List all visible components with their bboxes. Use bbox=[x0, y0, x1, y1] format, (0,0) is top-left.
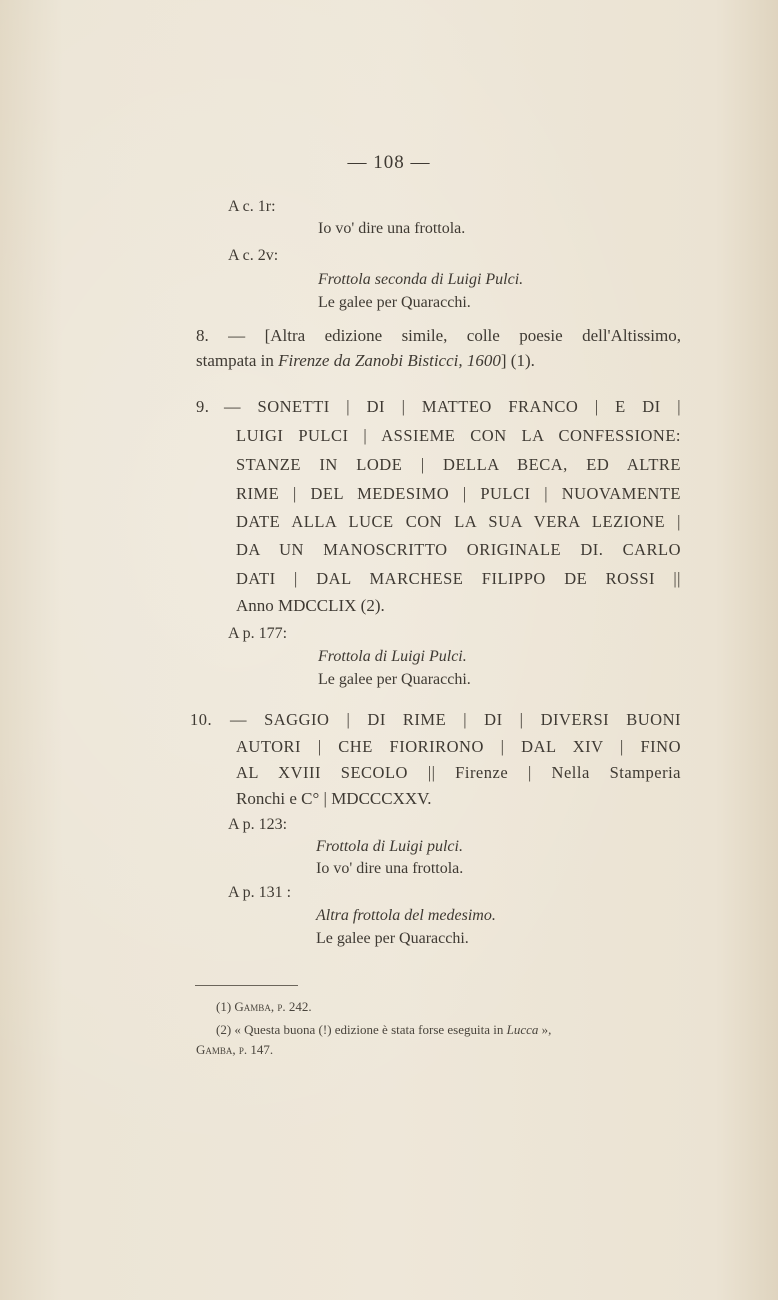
page-number: — 108 — bbox=[347, 152, 431, 173]
footnote-separator bbox=[195, 985, 298, 986]
entry-9-title-line: STANZE IN LODE | DELLA BECA, ED ALTRE bbox=[236, 455, 681, 474]
incipit-line: Io vo' dire una frottola. bbox=[316, 860, 464, 877]
footnote-place-italic: Lucca bbox=[506, 1022, 539, 1037]
entry-9-title-line: — SONETTI | DI | MATTEO FRANCO | E DI | bbox=[224, 397, 681, 416]
entry-9-title-line: DATE ALLA LUCE CON LA SUA VERA LEZIONE | bbox=[236, 512, 681, 531]
location-ref: A c. 1r: bbox=[228, 198, 276, 215]
entry-number: 9. bbox=[196, 397, 210, 416]
entry-9-title-line: LUIGI PULCI | ASSIEME CON LA CONFESSIONE: bbox=[236, 426, 681, 445]
title-line-italic: Frottola seconda di Luigi Pulci. bbox=[318, 271, 524, 288]
entry-10-title-line: — SAGGIO | DI RIME | DI | DIVERSI BUONI bbox=[230, 710, 681, 729]
footnote-marker: (1) bbox=[216, 999, 232, 1014]
incipit-line: Le galee per Quaracchi. bbox=[316, 930, 469, 947]
entry-10-imprint: Ronchi e C° | MDCCCXXV. bbox=[236, 789, 432, 808]
incipit-line: Io vo' dire una frottola. bbox=[318, 220, 466, 237]
title-line-italic: Frottola di Luigi Pulci. bbox=[318, 648, 467, 665]
entry-9-year: Anno MDCCLIX (2). bbox=[236, 596, 385, 615]
entry-8-prefix: stampata in bbox=[196, 351, 279, 370]
entry-10-title-line: AUTORI | CHE FIORIRONO | DAL XIV | FINO bbox=[236, 737, 681, 756]
footnote-text: « Questa buona (!) edizione è stata forse eseguita in bbox=[234, 1022, 507, 1037]
location-ref: A c. 2v: bbox=[228, 247, 279, 264]
incipit-line: Le galee per Quaracchi. bbox=[318, 671, 471, 688]
footnote-2-continuation: Gamba, p. 147. bbox=[196, 1042, 274, 1057]
entry-8-line-2 bbox=[196, 351, 535, 371]
entry-10-title-line: AL XVIII SECOLO || Firenze | Nella Stamperia bbox=[236, 763, 681, 782]
entry-number: 10. bbox=[190, 710, 213, 729]
entry-8-line-1: 8. — [Altra edizione simile, colle poesie dell'Altissimo, bbox=[196, 326, 681, 345]
footnote-2 bbox=[216, 1022, 681, 1038]
title-line-italic: Frottola di Luigi pulci. bbox=[316, 838, 463, 855]
footnote-text-end: », bbox=[538, 1022, 552, 1037]
incipit-line: Le galee per Quaracchi. bbox=[318, 294, 471, 311]
title-line-italic: Altra frottola del medesimo. bbox=[316, 907, 496, 924]
entry-9-title-line: DA UN MANOSCRITTO ORIGINALE DI. CARLO bbox=[236, 540, 681, 559]
footnote-marker: (2) bbox=[216, 1022, 232, 1037]
location-ref: A p. 177: bbox=[228, 625, 288, 642]
location-ref: A p. 123: bbox=[228, 816, 288, 833]
location-ref: A p. 131 : bbox=[228, 884, 292, 901]
footnote-1 bbox=[216, 999, 312, 1015]
footnote-text: Gamba, p. 242. bbox=[234, 999, 312, 1014]
entry-8-imprint-italic: Firenze da Zanobi Bisticci, 1600 bbox=[278, 351, 501, 370]
entry-8-suffix: ] (1). bbox=[500, 351, 535, 370]
entry-9-title-line: RIME | DEL MEDESIMO | PULCI | NUOVAMENTE bbox=[236, 484, 681, 503]
entry-9-title-line: DATI | DAL MARCHESE FILIPPO DE ROSSI || bbox=[236, 569, 681, 588]
